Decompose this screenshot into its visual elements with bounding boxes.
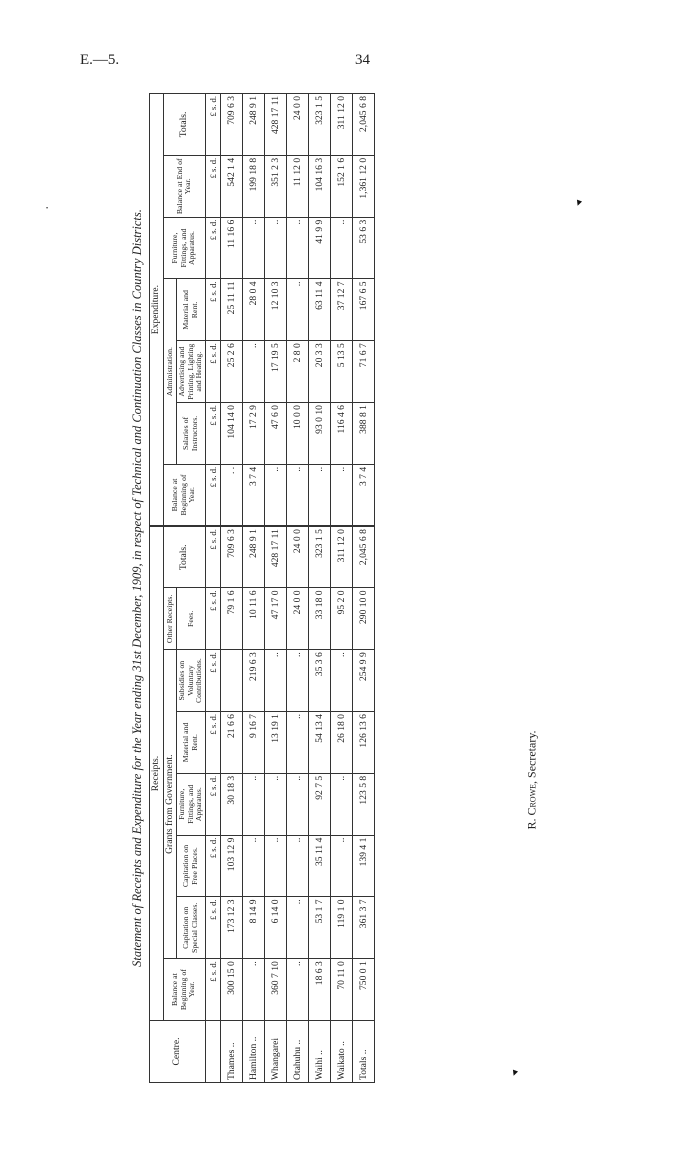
cell: 104 16 3 (308, 155, 330, 217)
cell: .. (242, 835, 264, 897)
cell: .. (264, 773, 286, 835)
cell: 104 14 0 (220, 403, 242, 465)
header-exp-totals: Totals. (163, 94, 205, 156)
total-cell: 2,045 6 8 (352, 94, 374, 156)
cell: 79 1 6 (220, 588, 242, 650)
cell: 152 1 6 (330, 155, 352, 217)
cell: 360 7 10 (264, 959, 286, 1021)
cell: .. (264, 464, 286, 526)
cell: 47 17 0 (264, 588, 286, 650)
header-exp-material-rent: Material and Rent. (177, 279, 206, 341)
header-grants: Grants from Government. (163, 650, 177, 959)
cell: 12 10 3 (264, 279, 286, 341)
cell: 311 12 0 (330, 526, 352, 588)
page-number: 34 (355, 52, 370, 68)
cell: 93 0 10 (308, 403, 330, 465)
header-advertising: Advertising and Printing, Lighting and Heating. (177, 341, 206, 403)
cell: 351 2 3 (264, 155, 286, 217)
cell: 219 6 3 (242, 650, 264, 712)
header-balance-begin: Balance at Beginning of Year. (163, 959, 205, 1021)
statement-title: Statement of Receipts and Expenditure for the Year ending 31st December, 1909, in respect of Technical and Continuation Classes in Country Districts. (130, 209, 144, 967)
units-row (205, 94, 220, 1083)
header-centre: Centre. (150, 1021, 206, 1083)
centre-name: Hamilton .. (242, 1021, 264, 1083)
table-row (286, 94, 308, 1083)
cell: 311 12 0 (330, 94, 352, 156)
cell: 428 17 11 (264, 526, 286, 588)
cell: 95 2 0 (330, 588, 352, 650)
unit-cell: £ s. d. (205, 155, 220, 217)
ink-speck: ▾ (509, 1066, 520, 1080)
cell: 11 12 0 (286, 155, 308, 217)
cell: 2 8 0 (286, 341, 308, 403)
statement-table (149, 93, 375, 1083)
cell: 323 1 5 (308, 94, 330, 156)
cell: 54 13 4 (308, 712, 330, 774)
unit-cell: £ s. d. (205, 959, 220, 1021)
cell: .. (330, 464, 352, 526)
total-cell: 388 8 1 (352, 403, 374, 465)
cell: 92 7 5 (308, 773, 330, 835)
cell: 119 1 0 (330, 897, 352, 959)
cell: 20 3 3 (308, 341, 330, 403)
total-cell: 139 4 1 (352, 835, 374, 897)
header-fees: Fees. (177, 588, 206, 650)
cell: 53 1 7 (308, 897, 330, 959)
cell: .. (264, 835, 286, 897)
cell: 428 17 11 (264, 94, 286, 156)
unit-cell: £ s. d. (205, 403, 220, 465)
cell: 323 1 5 (308, 526, 330, 588)
cell: 6 14 0 (264, 897, 286, 959)
total-cell: 126 13 6 (352, 712, 374, 774)
cell: 17 19 5 (264, 341, 286, 403)
cell: 116 4 6 (330, 403, 352, 465)
cell: 300 15 0 (220, 959, 242, 1021)
header-salaries: Salaries of Instructors. (177, 403, 206, 465)
centre-name: Waihi .. (308, 1021, 330, 1083)
cell: 63 11 4 (308, 279, 330, 341)
cell: 542 1 4 (220, 155, 242, 217)
unit-cell: £ s. d. (205, 217, 220, 279)
cell: 173 12 3 (220, 897, 242, 959)
cell: .. (286, 712, 308, 774)
centre-name: Thames .. (220, 1021, 242, 1083)
cell: .. (264, 650, 286, 712)
cell: 70 11 0 (330, 959, 352, 1021)
unit-cell: £ s. d. (205, 712, 220, 774)
header-expenditure: Expenditure. (150, 94, 164, 527)
cell: .. (286, 773, 308, 835)
page-series-code: E.—5. (80, 52, 120, 68)
header-capitation-special: Capitation on Special Classes. (177, 897, 206, 959)
signature-title: Secretary. (524, 730, 539, 778)
table-row (330, 94, 352, 1083)
header-exp-balance-begin: Balance at Beginning of Year. (163, 464, 205, 526)
cell: .. (286, 217, 308, 279)
total-cell: 3 7 4 (352, 464, 374, 526)
header-receipts-totals: Totals. (163, 526, 205, 588)
cell: .. (308, 464, 330, 526)
cell: 248 9 1 (242, 94, 264, 156)
centre-name: Waikato .. (330, 1021, 352, 1083)
total-cell: 123 5 8 (352, 773, 374, 835)
unit-cell: £ s. d. (205, 526, 220, 588)
cell: 709 6 3 (220, 94, 242, 156)
total-cell: 254 9 9 (352, 650, 374, 712)
cell: .. (264, 217, 286, 279)
cell: 11 16 6 (220, 217, 242, 279)
cell: 709 6 3 (220, 526, 242, 588)
cell: 33 18 0 (308, 588, 330, 650)
cell: 24 0 0 (286, 526, 308, 588)
cell: 35 11 4 (308, 835, 330, 897)
total-cell: 167 6 5 (352, 279, 374, 341)
header-furniture: Furniture, Fittings, and Apparatus. (177, 773, 206, 835)
table-row (264, 94, 286, 1083)
total-cell: 2,045 6 8 (352, 526, 374, 588)
cell: 8 14 9 (242, 897, 264, 959)
unit-cell: £ s. d. (205, 897, 220, 959)
ink-speck: ▾ (573, 196, 584, 210)
cell: 26 18 0 (330, 712, 352, 774)
cell: 30 18 3 (220, 773, 242, 835)
cell: .. (286, 464, 308, 526)
cell: 13 19 1 (264, 712, 286, 774)
cell: 5 13 5 (330, 341, 352, 403)
unit-cell: £ s. d. (205, 464, 220, 526)
cell: 24 0 0 (286, 94, 308, 156)
cell: 24 0 0 (286, 588, 308, 650)
cell: .. (242, 217, 264, 279)
cell: .. (286, 897, 308, 959)
table-row (242, 94, 264, 1083)
cell: 35 3 6 (308, 650, 330, 712)
cell: 248 9 1 (242, 526, 264, 588)
cell: .. (330, 835, 352, 897)
cell: . . (220, 464, 242, 526)
cell: 18 6 3 (308, 959, 330, 1021)
cell: 10 0 0 (286, 403, 308, 465)
header-capitation-free: Capitation on Free Places. (177, 835, 206, 897)
cell (220, 650, 242, 712)
table-row (308, 94, 330, 1083)
cell: 103 12 9 (220, 835, 242, 897)
unit-cell: £ s. d. (205, 835, 220, 897)
total-cell: 750 0 1 (352, 959, 374, 1021)
cell: .. (242, 959, 264, 1021)
header-subsidies: Subsidies on Voluntary Contributions. (177, 650, 206, 712)
total-cell: 53 6 3 (352, 217, 374, 279)
header-administration: Administration. (163, 279, 177, 464)
total-cell: 290 10 0 (352, 588, 374, 650)
cell: .. (330, 217, 352, 279)
cell: .. (242, 773, 264, 835)
cell: .. (330, 773, 352, 835)
ink-speck: • (46, 206, 49, 212)
unit-cell: £ s. d. (205, 650, 220, 712)
table-row (220, 94, 242, 1083)
unit-cell: £ s. d. (205, 773, 220, 835)
cell: 25 11 11 (220, 279, 242, 341)
total-cell: 361 3 7 (352, 897, 374, 959)
cell: .. (286, 835, 308, 897)
header-balance-end: Balance at End of Year. (163, 155, 205, 217)
centre-name: Otahuhu .. (286, 1021, 308, 1083)
centre-name: Whangarei (264, 1021, 286, 1083)
cell: 199 18 8 (242, 155, 264, 217)
unit-cell: £ s. d. (205, 94, 220, 156)
unit-cell: £ s. d. (205, 279, 220, 341)
signature (525, 730, 540, 829)
total-cell: 71 6 7 (352, 341, 374, 403)
cell: 10 11 6 (242, 588, 264, 650)
total-cell: 1,361 12 0 (352, 155, 374, 217)
header-receipts: Receipts. (150, 526, 164, 1020)
cell: .. (286, 279, 308, 341)
signature-name: R. Crowe, (524, 780, 539, 830)
cell: .. (330, 650, 352, 712)
cell: 21 6 6 (220, 712, 242, 774)
rotated-statement (130, 93, 570, 1083)
cell: 28 0 4 (242, 279, 264, 341)
totals-row (352, 94, 374, 1083)
unit-cell: £ s. d. (205, 588, 220, 650)
header-other-receipts: Other Receipts. (163, 588, 177, 650)
unit-cell: £ s. d. (205, 341, 220, 403)
cell: 3 7 4 (242, 464, 264, 526)
cell: .. (242, 341, 264, 403)
cell: 47 6 0 (264, 403, 286, 465)
cell: 41 9 9 (308, 217, 330, 279)
cell: 9 16 7 (242, 712, 264, 774)
cell: 17 2 9 (242, 403, 264, 465)
header-material-rent: Material and Rent. (177, 712, 206, 774)
cell: 25 2 6 (220, 341, 242, 403)
cell: .. (286, 650, 308, 712)
cell: .. (286, 959, 308, 1021)
cell: 37 12 7 (330, 279, 352, 341)
totals-label: Totals .. (352, 1021, 374, 1083)
header-exp-furniture: Furniture, Fittings, and Apparatus. (163, 217, 205, 279)
